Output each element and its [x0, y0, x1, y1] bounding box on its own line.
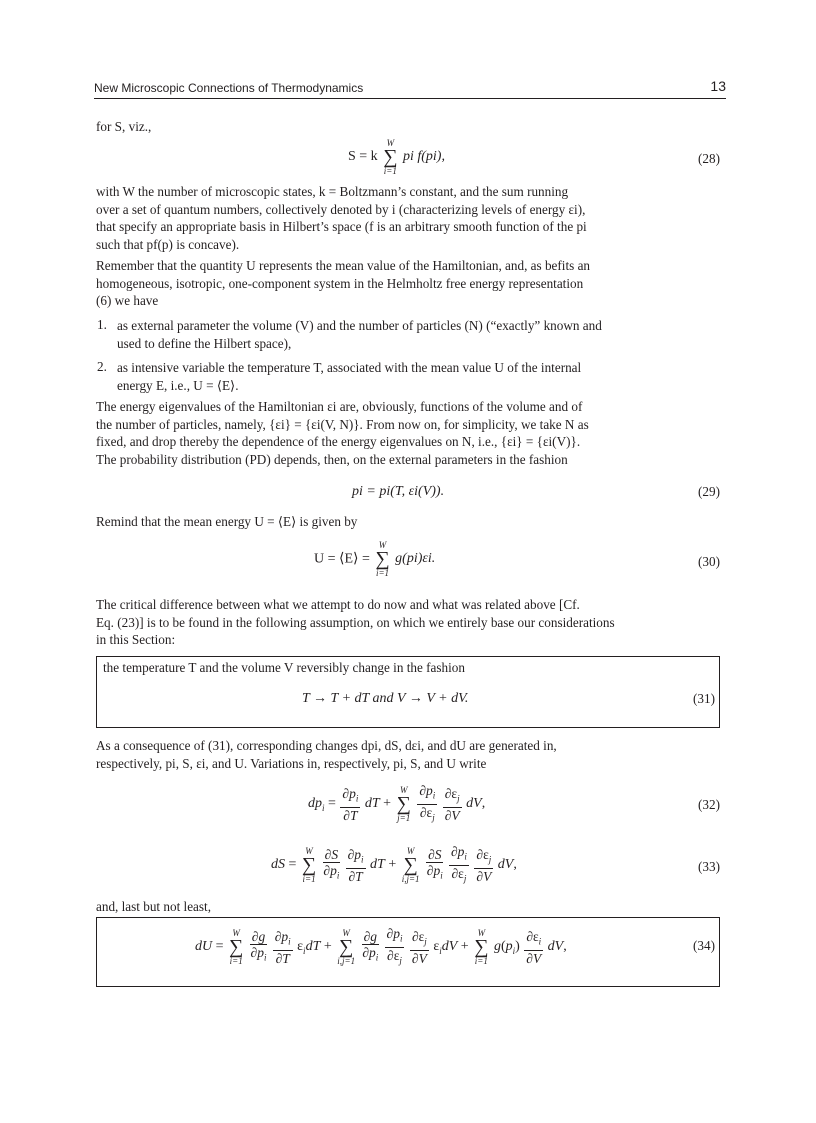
- page-number: 13: [710, 78, 726, 94]
- list-item-line: energy E, i.e., U = ⟨E⟩.: [117, 377, 239, 393]
- eq28-number: (28): [698, 151, 720, 166]
- para-remember-line: Remember that the quantity U represents the mean value of the Hamiltonian, and, as befits an: [96, 258, 591, 273]
- para-with-w-line: that specify an appropriate basis in Hilbert’s space (f is an arbitrary smooth function of the pi: [96, 219, 587, 235]
- running-header: [94, 79, 726, 99]
- para-with-w-line: such that pf(p) is concave).: [96, 236, 240, 252]
- list-item: [117, 317, 720, 352]
- para-critical-line: Eq. (23)] is to be found in the following assumption, on which we entirely base our considerations: [96, 614, 615, 630]
- para-energy: [96, 398, 720, 468]
- box31-text: the temperature T and the volume V reversibly change in the fashion: [103, 660, 465, 675]
- equation-30: [96, 540, 720, 584]
- eq30-sum: W ∑ i=1: [375, 540, 390, 578]
- para-energy-line: the number of particles, namely, {εi} = {εi(V, N)}. From now on, for simplicity, we take N as: [96, 416, 589, 432]
- eq29-number: (29): [698, 484, 720, 499]
- para-last: and, last but not least,: [96, 899, 212, 914]
- box31-equation: T → T + dT and V → V + dV.: [302, 691, 469, 706]
- equation-28: [96, 138, 720, 182]
- para-remember: [96, 257, 720, 310]
- para-critical-line: in this Section:: [96, 632, 176, 648]
- para-remember-line: homogeneous, isotropic, one-component system in the Helmholtz free energy representation: [96, 275, 584, 291]
- eq28-lhs: S = k: [348, 149, 378, 164]
- para-with-w-line: over a set of quantum numbers, collectively denoted by i (characterizing levels of energy εi),: [96, 201, 586, 217]
- para-consequence-line: As a consequence of (31), corresponding changes dpi, dS, dεi, and dU are generated in,: [96, 738, 557, 753]
- list-item-line: as intensive variable the temperature T, associated with the mean value U of the internal: [117, 360, 582, 375]
- eq28-sum-lower: i=1: [383, 166, 397, 176]
- eq33-body: dS = W ∑ i=1 $\frac{\partial S}{\partial p_i}$ $\frac{\partial p_i}{\partial T}$ dT + W ∑ i,j=1 $\frac{\partial S}{\partial p_i}$ $\frac{\partial p_i}{\partial\varepsilon_j}$ $\frac{\partial\varepsilon_j}{\partial V}$ dV,: [271, 844, 517, 885]
- eq29-body: pi = pi(T, εi(V)).: [352, 484, 445, 499]
- assumption-box: [96, 656, 720, 728]
- para-remind: Remind that the mean energy U = ⟨E⟩ is given by: [96, 514, 358, 529]
- eq34-number: (34): [693, 938, 715, 953]
- para-for-s: for S, viz.,: [96, 119, 152, 134]
- eq30-rhs: g(pi)εi.: [395, 551, 436, 566]
- list-item: [117, 359, 720, 394]
- list-item-number: 2.: [97, 359, 107, 374]
- eq30-number: (30): [698, 554, 720, 569]
- equation-box-34: [96, 917, 720, 987]
- para-critical: [96, 596, 720, 649]
- eq32-body: $dp_i$ = $\frac{\partial p_i}{\partial T}$ dT + W ∑ j=1 $\frac{\partial p_i}{\partial\varepsilon_j}$ $\frac{\partial\varepsilon_j}{\partial V}$ dV,: [308, 783, 486, 824]
- eq28-body: [348, 138, 445, 176]
- para-energy-line: The probability distribution (PD) depends, then, on the external parameters in the fashion: [96, 451, 568, 467]
- para-with-w-line: with W the number of microscopic states, k = Boltzmann’s constant, and the sum running: [96, 184, 569, 199]
- eq33-number: (33): [698, 859, 720, 874]
- list-item-line: as external parameter the volume (V) and the number of particles (N) (“exactly” known and: [117, 318, 602, 333]
- eq32-number: (32): [698, 797, 720, 812]
- para-consequence: [96, 737, 720, 772]
- para-energy-line: fixed, and drop thereby the dependence of the energy eigenvalues on N, i.e., {εi} = {εi(V)}.: [96, 434, 581, 450]
- equation-32: [96, 783, 720, 833]
- eq34-body: dU = W ∑ i=1 $\frac{\partial g}{\partial p_i}$ $\frac{\partial p_i}{\partial T}$ $\varepsilon_idT$ + W ∑ i,j=1 $\frac{\partial g}{\partial p_i}$ $\frac{\partial p_i}{\partial\varepsilon_j}$ $\frac{\partial\varepsilon_j}{\partial V}$ $\varepsilon_idV$ + W ∑ i=1 $g(p_i)$ $\frac{\partial\varepsilon_i}{\partial V}$ dV,: [195, 926, 567, 967]
- equation-33: [96, 844, 720, 894]
- list-item-line: used to define the Hilbert space),: [117, 335, 292, 351]
- para-critical-line: The critical difference between what we attempt to do now and what was related above [Cf.: [96, 597, 580, 612]
- equation-29: [96, 484, 720, 504]
- header-title: New Microscopic Connections of Thermodynamics: [94, 81, 364, 95]
- para-consequence-line: respectively, pi, S, εi, and U. Variations in, respectively, pi, S, and U write: [96, 755, 487, 771]
- eq28-sum-upper: W: [386, 138, 395, 148]
- eq28-rhs: pi f(pi),: [402, 149, 445, 164]
- list-item-number: 1.: [97, 317, 107, 332]
- para-energy-line: The energy eigenvalues of the Hamiltonian εi are, obviously, functions of the volume and of: [96, 399, 583, 414]
- eq31-number: (31): [693, 691, 715, 706]
- eq30-body: [314, 540, 435, 578]
- eq30-sum-lower: i=1: [375, 568, 390, 578]
- eq28-sum: W ∑ i=1: [383, 138, 398, 176]
- eq30-sum-upper: W: [378, 540, 387, 550]
- para-with-w: [96, 183, 720, 253]
- para-remember-line: (6) we have: [96, 293, 159, 309]
- eq30-lhs: U = ⟨E⟩ =: [314, 551, 370, 567]
